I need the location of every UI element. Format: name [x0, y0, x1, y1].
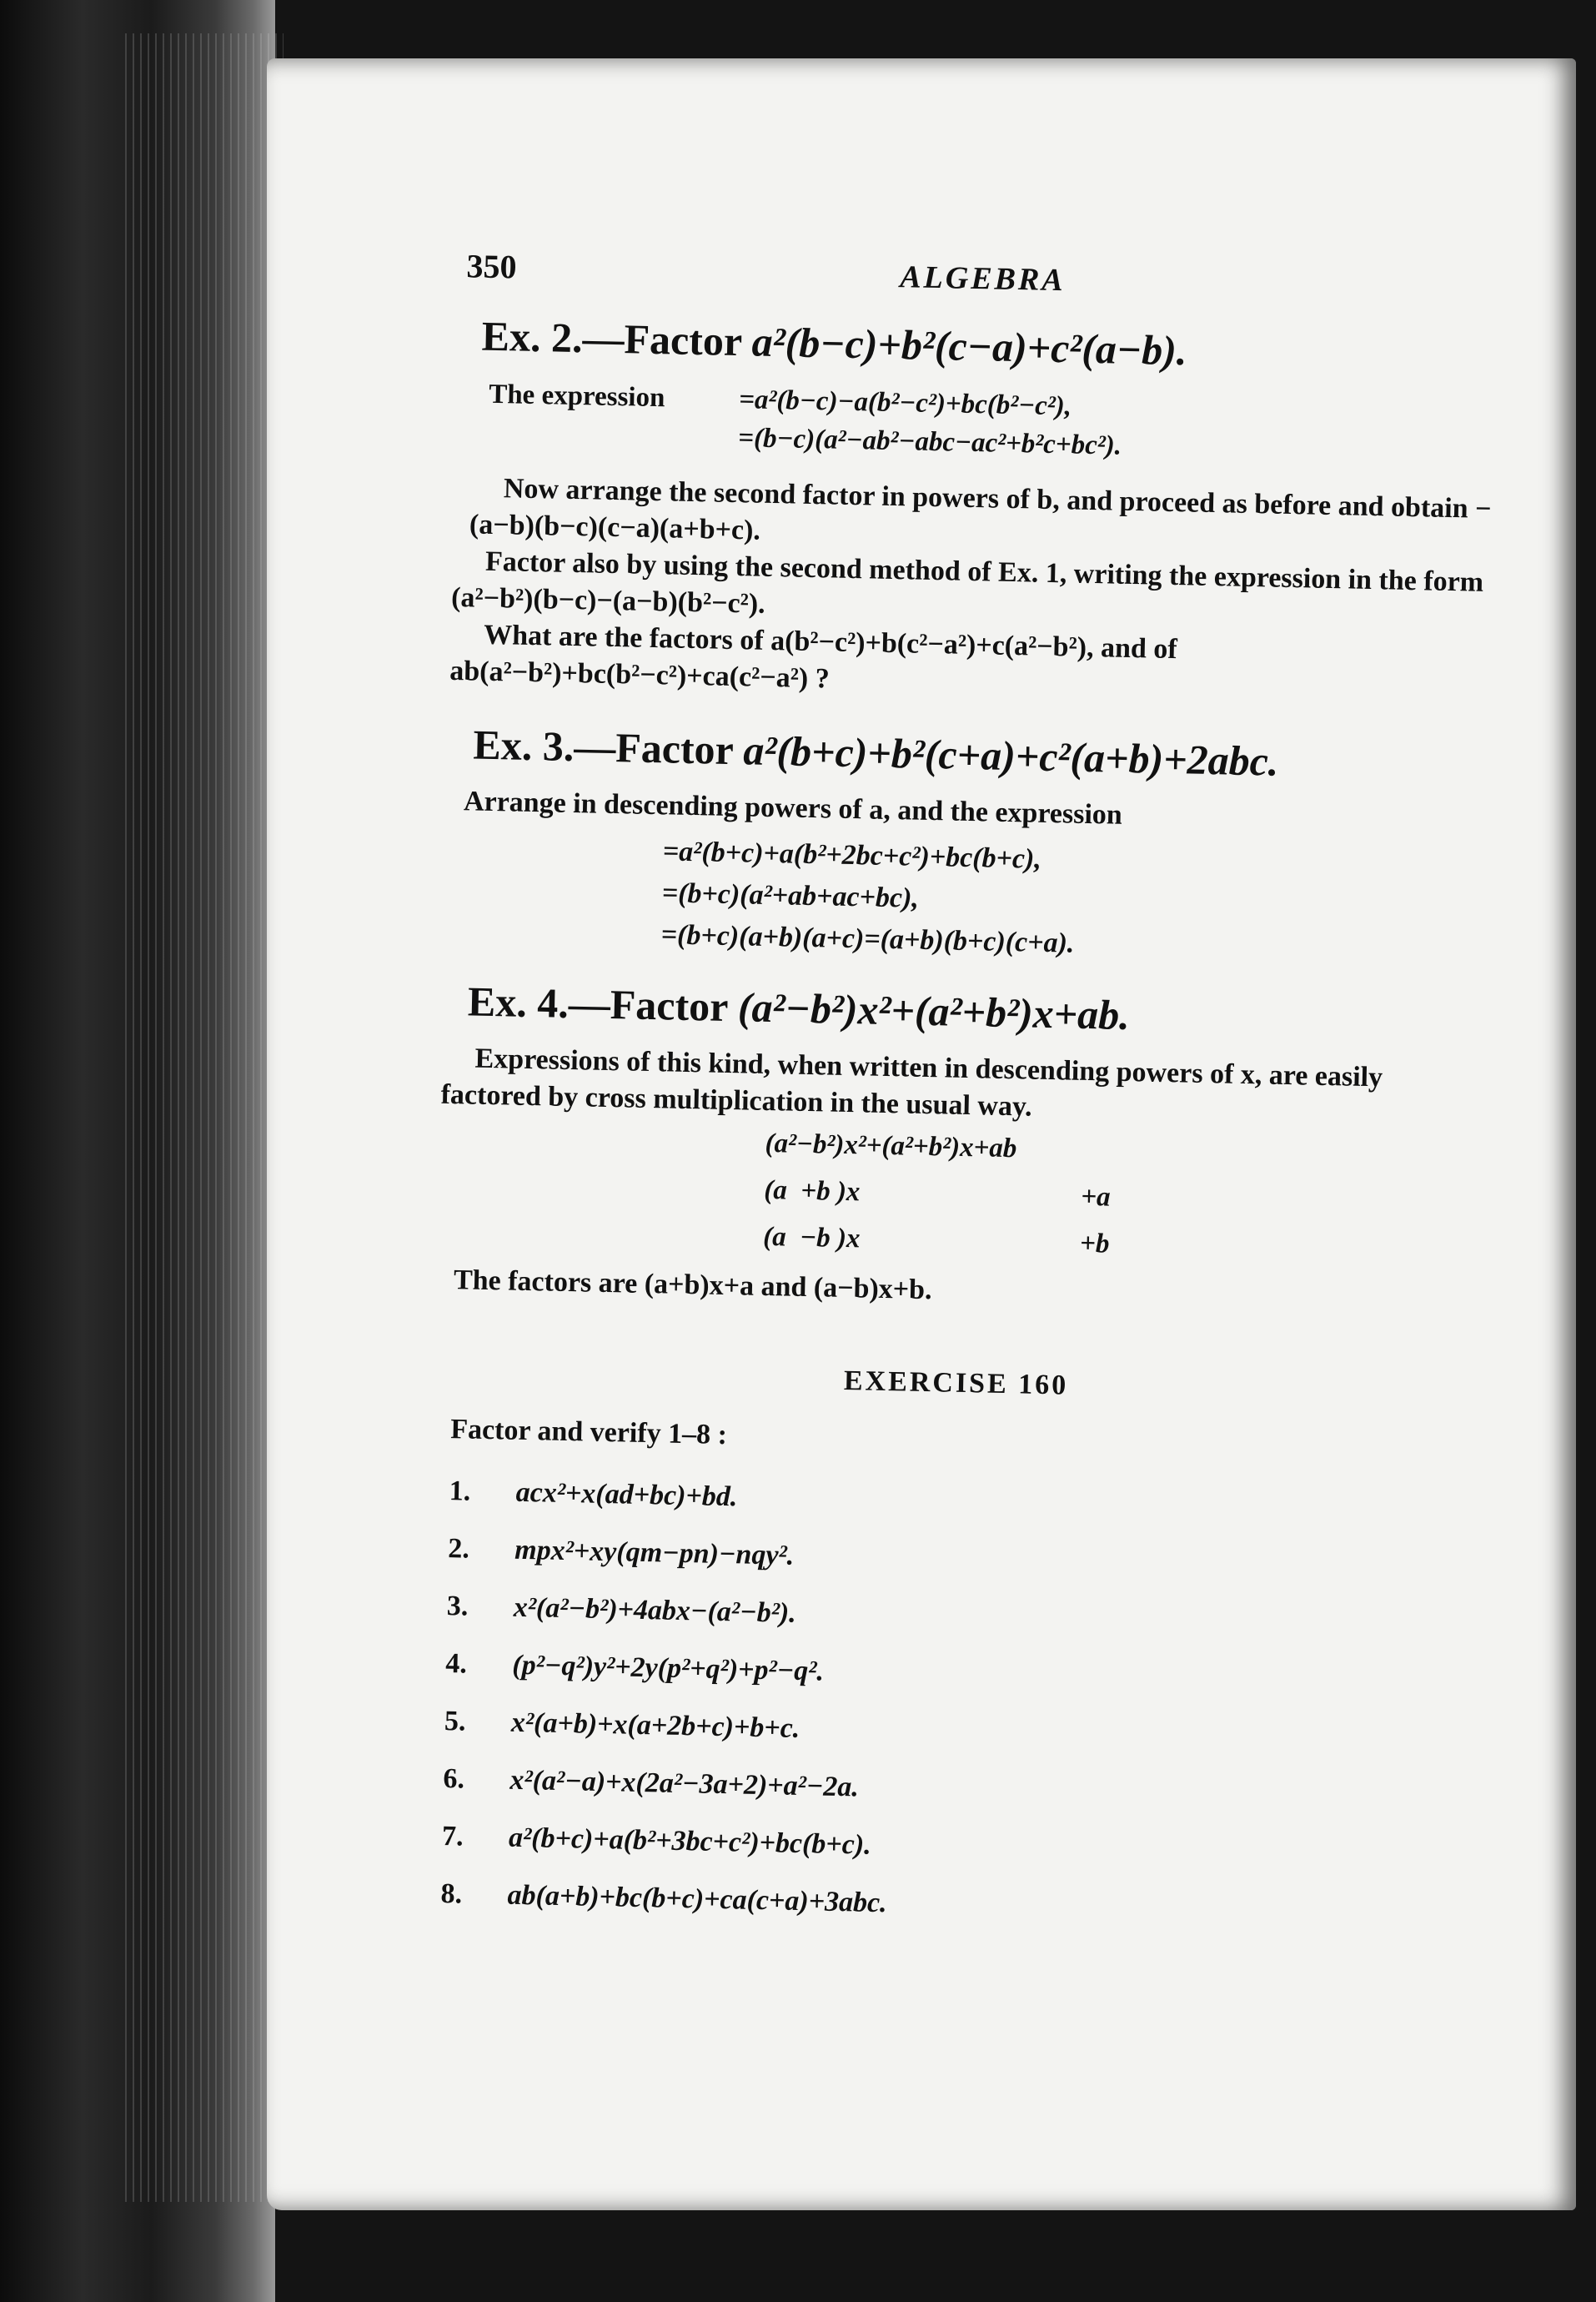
ex3-line-2: =(b+c)(a²+ab+ac+bc),: [661, 877, 920, 914]
ex2-paragraph-3: What are the factors of a(b²−c²)+b(c²−a²)+c(a²−b²), and of ab(a²−b²)+bc(b²−c²)+ca(c²−a²) ?: [449, 619, 1178, 695]
ex3-heading: [473, 721, 1491, 791]
ex4-conclusion: The factors are (a+b)x+a and (a−b)x+b.: [453, 1264, 932, 1306]
item-number: 1.: [449, 1475, 471, 1507]
item-expression: ab(a+b)+bc(b+c)+ca(c+a)+3abc.: [507, 1879, 888, 1919]
ex4-heading: [467, 977, 1485, 1047]
ex3-line-1: =a²(b+c)+a(b²+2bc+c²)+bc(b+c),: [662, 836, 1042, 875]
ex2-paragraph-2: Factor also by using the second method of Ex. 1, writing the expression in the form (a²−b²)(b−c)−(a−b)(b²−c²).: [450, 545, 1484, 620]
table-cell: (a²−b²)x²+(a²+b²)x+ab: [765, 1128, 1017, 1164]
item-number: 3.: [446, 1591, 469, 1622]
ex4-paragraph: Expressions of this kind, when written in descending powers of x, are easily factored by cross multiplication in the usual way.: [440, 1043, 1383, 1123]
item-expression: x²(a²−a)+x(2a²−3a+2)+a²−2a.: [509, 1764, 860, 1803]
item-number: 7.: [441, 1821, 464, 1852]
ex3-line-3: =(b+c)(a+b)(a+c)=(a+b)(b+c)(c+a).: [660, 919, 1075, 959]
ex3-intro: Arrange in descending powers of a, and the expression: [463, 786, 1123, 831]
ex2-step2-expr: =(b−c)(a²−ab²−abc−ac²+b²c+bc²).: [737, 423, 1122, 461]
ex3-expression: a²(b+c)+b²(c+a)+c²(a+b)+2abc.: [742, 726, 1279, 785]
table-cell: (a +b )x: [763, 1174, 861, 1208]
exercise-list: [424, 1462, 1475, 1944]
book-page: [267, 58, 1576, 2210]
table-cell: [1082, 1127, 1249, 1177]
running-title: ALGEBRA: [899, 259, 1067, 299]
item-expression: x²(a²−b²)+4abx−(a²−b²).: [513, 1591, 797, 1629]
item-expression: (p²−q²)y²+2y(p²+q²)+p²−q².: [511, 1649, 825, 1687]
ex3-derivation: [660, 831, 1488, 973]
table-cell: +a: [1080, 1181, 1111, 1213]
ex2-paragraph-1: Now arrange the second factor in powers of b, and proceed as before and obtain −(a−b)(b−c)(c−a)(a+b+c).: [469, 473, 1492, 546]
item-number: 4.: [445, 1648, 468, 1680]
item-expression: acx²+x(ad+bc)+bd.: [515, 1476, 738, 1513]
ex2-step1-label: The expression: [488, 379, 665, 414]
ex2-label: Ex. 2.—Factor: [481, 312, 753, 365]
ex4-expression: (a²−b²)x²+(a²+b²)x+ab.: [737, 983, 1131, 1039]
table-cell: (a −b )x: [762, 1221, 861, 1254]
page-number: 350: [466, 247, 517, 286]
ex2-expression: a²(b−c)+b²(c−a)+c²(a−b).: [751, 318, 1188, 374]
item-number: 2.: [447, 1533, 470, 1565]
item-expression: a²(b+c)+a(b²+3bc+c²)+bc(b+c).: [508, 1822, 872, 1861]
running-head: [458, 246, 1501, 318]
item-expression: x²(a+b)+x(a+2b+c)+b+c.: [510, 1706, 801, 1744]
page-content: [424, 246, 1501, 1944]
exercise-title: EXERCISE 160: [843, 1365, 1069, 1401]
ex2-step1-expr: =a²(b−c)−a(b²−c²)+bc(b²−c²),: [738, 385, 1072, 422]
cross-multiplication-table: [763, 1120, 1483, 1275]
ex3-label: Ex. 3.—Factor: [472, 721, 745, 774]
ex2-heading: [481, 312, 1499, 382]
table-cell: +b: [1079, 1228, 1110, 1259]
item-number: 8.: [440, 1877, 463, 1910]
item-number: 6.: [443, 1763, 465, 1795]
ex4-label: Ex. 4.—Factor: [467, 978, 739, 1031]
item-number: 5.: [444, 1706, 466, 1737]
item-expression: mpx²+xy(qm−pn)−nqy².: [514, 1534, 795, 1571]
page-edges: [125, 33, 284, 2202]
exercise-intro: Factor and verify 1–8 :: [449, 1414, 728, 1451]
